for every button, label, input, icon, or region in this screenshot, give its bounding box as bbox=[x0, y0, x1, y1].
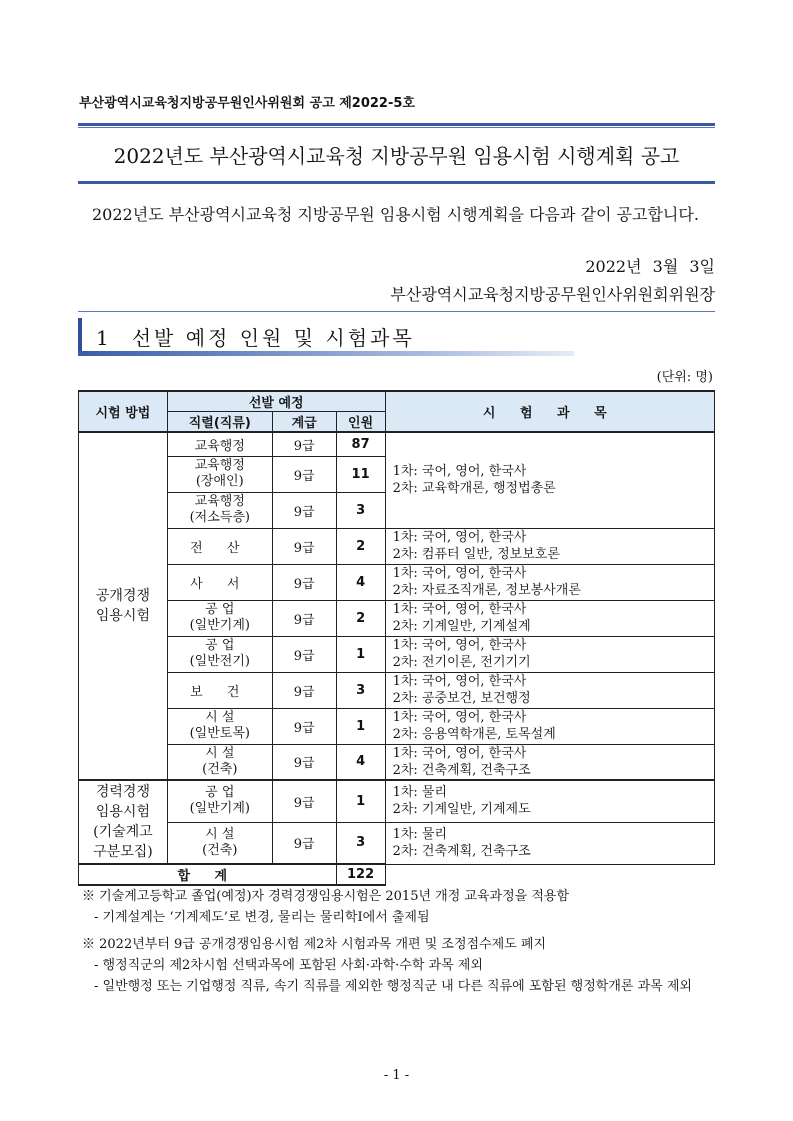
header-subjects bbox=[385, 391, 714, 432]
section-heading bbox=[78, 318, 574, 356]
cell-grade: 9급 bbox=[272, 432, 336, 456]
total-label-text: 합 계 bbox=[177, 869, 238, 884]
header-count: 인원 bbox=[336, 412, 385, 433]
cell-count: 1 bbox=[336, 708, 385, 744]
note-2-sub-2: - 일반행정 또는 기업행정 직류, 속기 직류를 제외한 행정직군 내 다른 직류에 포함된 행정학개론 과목 제외 bbox=[94, 979, 692, 994]
cell-subjects: 1차: 국어, 영어, 한국사 2차: 컴퓨터 일반, 정보보호론 bbox=[385, 528, 714, 564]
section-number: 1 bbox=[96, 326, 112, 350]
title-top-rule bbox=[78, 123, 715, 126]
title-bottom-rule bbox=[78, 181, 715, 184]
cell-position: 공 업 (일반기계) bbox=[167, 780, 272, 822]
cell-position: 공 업 (일반전기) bbox=[167, 636, 272, 672]
cell-position: 공 업 (일반기계) bbox=[167, 600, 272, 636]
total-label bbox=[79, 864, 337, 885]
note-1-sub: - 기계설계는 ‘기계제도’로 변경, 물리는 물리학Ⅰ에서 출제됨 bbox=[94, 910, 430, 925]
header-method: 시험 방법 bbox=[79, 391, 168, 432]
group-open: 공개경쟁 임용시험 bbox=[79, 432, 168, 780]
table-row bbox=[79, 600, 715, 636]
recruitment-table bbox=[78, 390, 715, 886]
table-row bbox=[79, 432, 715, 456]
cell-position: 사 서 bbox=[167, 564, 272, 600]
notice-date: 2022년 3월 3일 bbox=[585, 257, 715, 276]
cell-subjects: 1차: 국어, 영어, 한국사 2차: 자료조직개론, 정보봉사개론 bbox=[385, 564, 714, 600]
cell-position: 보 건 bbox=[167, 672, 272, 708]
note-2: ※ 2022년부터 9급 공개경쟁임용시험 제2차 시험과목 개편 및 조정점수제도 폐지 bbox=[82, 937, 546, 952]
cell-count: 3 bbox=[336, 492, 385, 528]
cell-subjects: 1차: 물리 2차: 기계일반, 기계제도 bbox=[385, 780, 714, 822]
cell-count: 3 bbox=[336, 672, 385, 708]
table-total-row bbox=[79, 864, 715, 885]
total-empty bbox=[385, 864, 714, 885]
header-grade: 계급 bbox=[272, 412, 336, 433]
table-row bbox=[79, 672, 715, 708]
cell-position: 시 설 (일반토목) bbox=[167, 708, 272, 744]
cell-count: 2 bbox=[336, 528, 385, 564]
cell-count: 1 bbox=[336, 780, 385, 822]
table-row bbox=[79, 780, 715, 822]
cell-position: 교육행정 bbox=[167, 432, 272, 456]
header-position: 직렬(직류) bbox=[167, 412, 272, 433]
cell-count: 4 bbox=[336, 744, 385, 780]
cell-grade: 9급 bbox=[272, 636, 336, 672]
cell-count: 11 bbox=[336, 456, 385, 492]
cell-count: 4 bbox=[336, 564, 385, 600]
table-row bbox=[79, 564, 715, 600]
cell-subjects: 1차: 물리 2차: 건축계획, 건축구조 bbox=[385, 822, 714, 864]
section-title: 선발 예정 인원 및 시험과목 bbox=[131, 326, 415, 350]
cell-subjects: 1차: 국어, 영어, 한국사 2차: 전기이론, 전기기기 bbox=[385, 636, 714, 672]
cell-grade: 9급 bbox=[272, 672, 336, 708]
cell-subjects: 1차: 국어, 영어, 한국사 2차: 건축계획, 건축구조 bbox=[385, 744, 714, 780]
section-heading-underline bbox=[78, 351, 574, 356]
signer: 부산광역시교육청지방공무원인사위원회위원장 bbox=[390, 285, 715, 304]
cell-grade: 9급 bbox=[272, 492, 336, 528]
cell-grade: 9급 bbox=[272, 600, 336, 636]
cell-position: 시 설 (건축) bbox=[167, 822, 272, 864]
cell-subjects: 1차: 국어, 영어, 한국사 2차: 응용역학개론, 토목설계 bbox=[385, 708, 714, 744]
header-subjects-text: 시 험 과 목 bbox=[482, 406, 617, 421]
signer-rule bbox=[78, 311, 715, 312]
page-number: - 1 - bbox=[383, 1068, 410, 1083]
cell-position: 교육행정 (저소득층) bbox=[167, 492, 272, 528]
cell-grade: 9급 bbox=[272, 822, 336, 864]
notice-number: 부산광역시교육청지방공무원인사위원회 공고 제2022-5호 bbox=[79, 96, 415, 111]
table-row bbox=[79, 822, 715, 864]
intro-text: 2022년도 부산광역시교육청 지방공무원 임용시험 시행계획을 다음과 같이 공고합니다. bbox=[92, 205, 699, 224]
document-title: 2022년도 부산광역시교육청 지방공무원 임용시험 시행계획 공고 bbox=[113, 144, 680, 168]
cell-position: 시 설 (건축) bbox=[167, 744, 272, 780]
intro-paragraph bbox=[78, 200, 715, 229]
section-heading-text bbox=[96, 322, 415, 351]
cell-grade: 9급 bbox=[272, 528, 336, 564]
group-career: 경력경쟁 임용시험 (기술계고 구분모집) bbox=[79, 780, 168, 864]
total-count: 122 bbox=[336, 864, 385, 885]
table-row bbox=[79, 528, 715, 564]
note-1: ※ 기술계고등학교 졸업(예정)자 경력경쟁임용시험은 2015년 개정 교육과정을 적용함 bbox=[82, 889, 570, 904]
cell-grade: 9급 bbox=[272, 456, 336, 492]
table-row bbox=[79, 708, 715, 744]
cell-position: 전 산 bbox=[167, 528, 272, 564]
cell-count: 3 bbox=[336, 822, 385, 864]
table-row bbox=[79, 744, 715, 780]
cell-subjects: 1차: 국어, 영어, 한국사 2차: 기계일반, 기계설계 bbox=[385, 600, 714, 636]
header-planned: 선발 예정 bbox=[167, 391, 385, 412]
title-top-rule-thin bbox=[78, 127, 715, 128]
cell-grade: 9급 bbox=[272, 708, 336, 744]
unit-note: (단위: 명) bbox=[656, 370, 713, 385]
cell-grade: 9급 bbox=[272, 744, 336, 780]
cell-subjects-edu: 1차: 국어, 영어, 한국사 2차: 교육학개론, 행정법총론 bbox=[385, 432, 714, 528]
cell-grade: 9급 bbox=[272, 564, 336, 600]
cell-count: 2 bbox=[336, 600, 385, 636]
cell-position: 교육행정 (장애인) bbox=[167, 456, 272, 492]
table-row bbox=[79, 636, 715, 672]
cell-grade: 9급 bbox=[272, 780, 336, 822]
notes bbox=[82, 886, 715, 997]
cell-count: 1 bbox=[336, 636, 385, 672]
cell-subjects: 1차: 국어, 영어, 한국사 2차: 공중보건, 보건행정 bbox=[385, 672, 714, 708]
cell-count: 87 bbox=[336, 432, 385, 456]
note-2-sub-1: - 행정직군의 제2차시험 선택과목에 포함된 사회·과학·수학 과목 제외 bbox=[94, 958, 483, 973]
